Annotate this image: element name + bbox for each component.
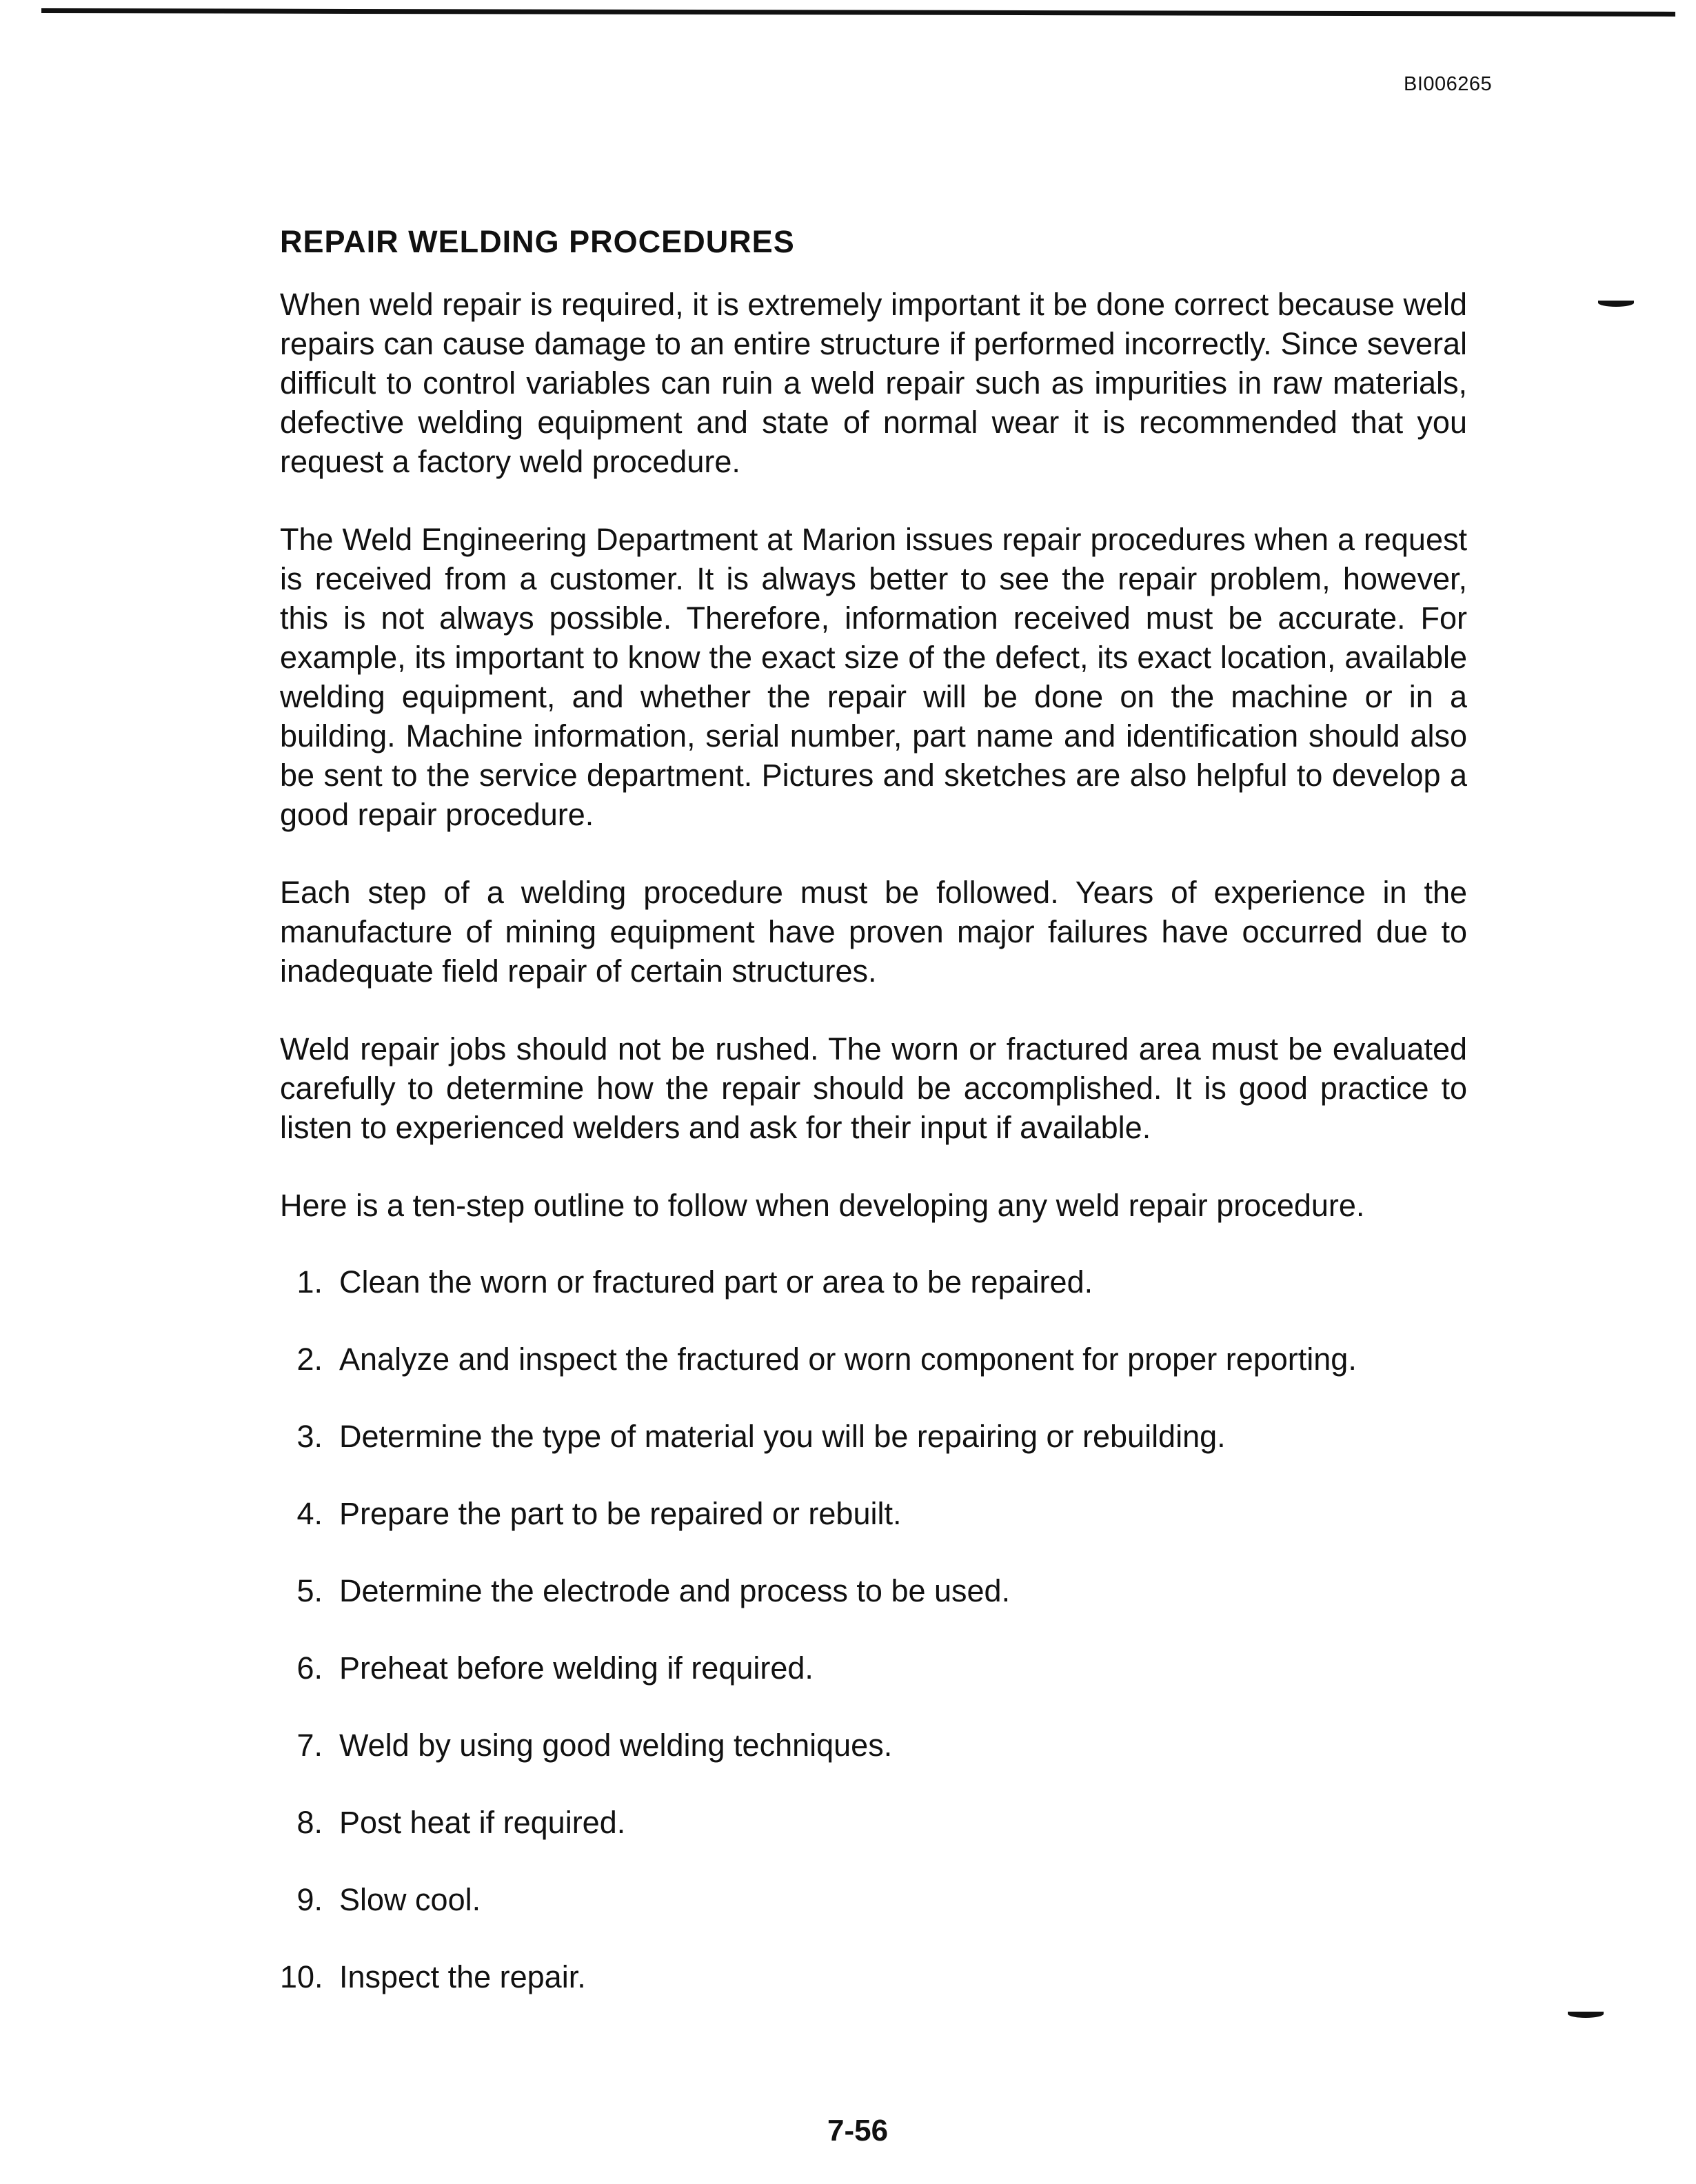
list-item <box>280 1494 1467 1571</box>
step-number: 9. <box>296 1882 323 1917</box>
list-item <box>280 1726 1467 1803</box>
document-id: BI006265 <box>1404 73 1493 95</box>
paragraph-do-not-rush: Weld repair jobs should not be rushed. The worn or fractured area must be evaluated carefully to determine how the repair should be accomplished. It is good practice to listen to experienced welders and ask for their input if available. <box>280 1031 1467 1145</box>
step-number: 4. <box>296 1496 323 1531</box>
step-text: Determine the type of material you will be repairing or rebuilding. <box>339 1419 1226 1454</box>
paragraph-follow-each-step: Each step of a welding procedure must be followed. Years of experience in the manufacture of mining equipment have proven major failures have occurred due to inadequate field repair of certain structures. <box>280 875 1467 989</box>
step-text: Prepare the part to be repaired or rebuilt. <box>339 1496 902 1531</box>
step-number: 8. <box>296 1805 323 1840</box>
step-number: 10. <box>280 1959 323 1994</box>
page-content <box>280 224 1467 2034</box>
list-item <box>280 1648 1467 1726</box>
step-text: Clean the worn or fractured part or area to be repaired. <box>339 1264 1093 1300</box>
step-text: Inspect the repair. <box>339 1959 586 1994</box>
paragraph-weld-repair-importance: When weld repair is required, it is extremely important it be done correct because weld repairs can cause damage to an entire structure if performed incorrectly. Since several difficult to control variables can ruin a weld repair such as impurities in raw materials, defective welding equipment and state of normal wear it is recommended that you request a factory weld procedure. <box>280 287 1467 479</box>
step-number: 5. <box>296 1573 323 1608</box>
step-number: 1. <box>296 1264 323 1300</box>
step-text: Analyze and inspect the fractured or worn component for proper reporting. <box>339 1342 1357 1377</box>
page-number: 7-56 <box>827 2114 889 2147</box>
step-text: Post heat if required. <box>339 1805 626 1840</box>
step-number: 3. <box>296 1419 323 1454</box>
step-number: 6. <box>296 1650 323 1686</box>
list-item <box>280 1262 1467 1339</box>
section-heading: REPAIR WELDING PROCEDURES <box>280 224 795 259</box>
step-text: Determine the electrode and process to be used. <box>339 1573 1011 1608</box>
paragraph-weld-engineering-department: The Weld Engineering Department at Marion issues repair procedures when a request is received from a customer. It is always better to see the repair problem, however, this is not always possible. Therefore, information received must be accurate. For example, its important to know the exact size of the defect, its exact location, available welding equipment, and whether the repair will be done on the machine or in a building. Machine information, serial number, part name and identification should also be sent to the service department. Pictures and sketches are also helpful to develop a good repair procedure. <box>280 522 1467 832</box>
ten-step-list <box>280 1262 1467 2034</box>
margin-tick-mark <box>1568 2012 1604 2018</box>
list-item <box>280 1957 1467 2034</box>
paragraph-outline-intro: Here is a ten-step outline to follow when developing any weld repair procedure. <box>280 1188 1365 1223</box>
top-rule <box>41 8 1675 17</box>
list-item <box>280 1571 1467 1648</box>
step-text: Preheat before welding if required. <box>339 1650 814 1686</box>
step-number: 7. <box>296 1728 323 1763</box>
list-item <box>280 1339 1467 1417</box>
list-item <box>280 1880 1467 1957</box>
step-number: 2. <box>296 1342 323 1377</box>
list-item <box>280 1803 1467 1880</box>
step-text: Weld by using good welding techniques. <box>339 1728 893 1763</box>
list-item <box>280 1417 1467 1494</box>
margin-tick-mark <box>1598 301 1634 307</box>
step-text: Slow cool. <box>339 1882 481 1917</box>
